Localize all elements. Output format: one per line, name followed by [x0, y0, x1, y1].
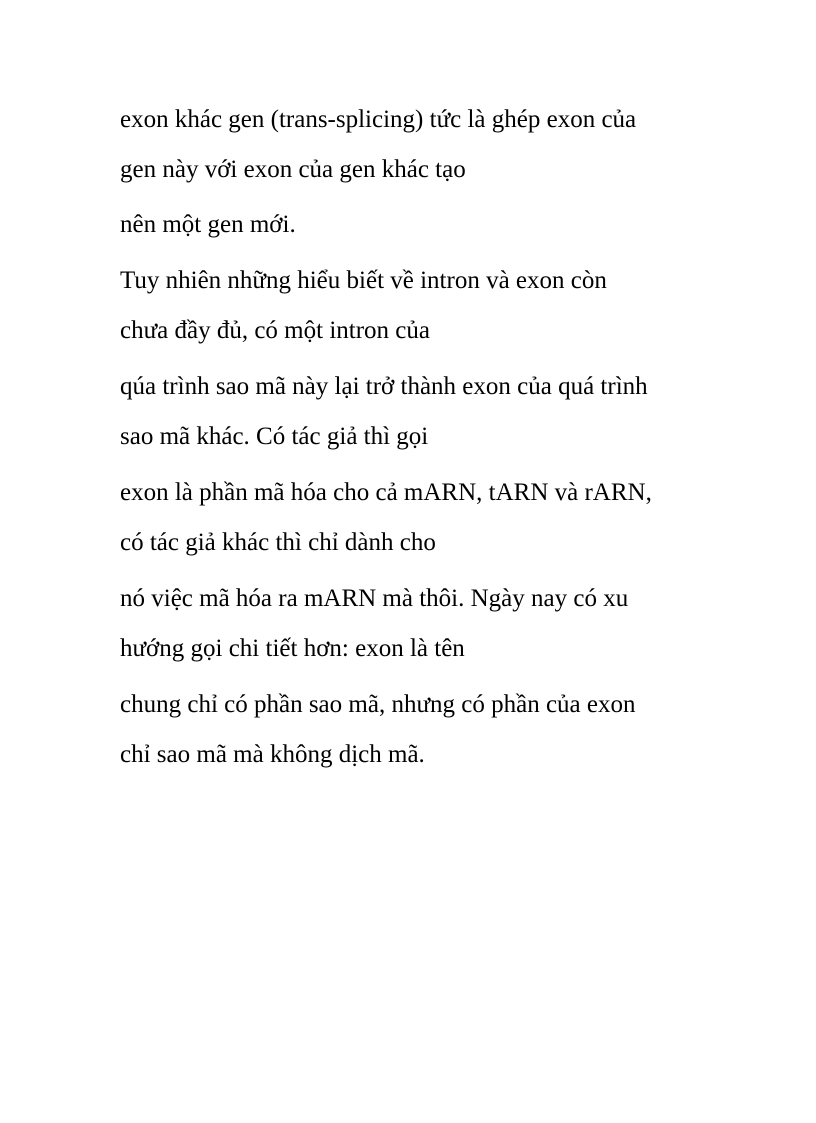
- text-line: chỉ sao mã mà không dịch mã.: [120, 741, 425, 768]
- text-line: chung chỉ có phần sao mã, nhưng có phần của exon: [120, 691, 636, 718]
- text-line: gen này với exon của gen khác tạo: [120, 156, 466, 183]
- text-line: qúa trình sao mã này lại trở thành exon của quá trình: [120, 373, 648, 400]
- text-line: exon là phần mã hóa cho cả mARN, tARN và rARN,: [120, 479, 652, 506]
- text-line: exon khác gen (trans-splicing) tức là ghép exon của: [120, 106, 637, 133]
- text-line: nên một gen mới.: [120, 211, 296, 238]
- text-line: có tác giả khác thì chỉ dành cho: [120, 529, 436, 556]
- text-line: sao mã khác. Có tác giả thì gọi: [120, 423, 429, 450]
- text-line: Tuy nhiên những hiểu biết về intron và exon còn: [120, 267, 607, 294]
- text-line: hướng gọi chi tiết hơn: exon là tên: [120, 635, 465, 662]
- text-line: nó việc mã hóa ra mARN mà thôi. Ngày nay có xu: [120, 585, 629, 612]
- text-line: chưa đầy đủ, có một intron của: [120, 317, 430, 344]
